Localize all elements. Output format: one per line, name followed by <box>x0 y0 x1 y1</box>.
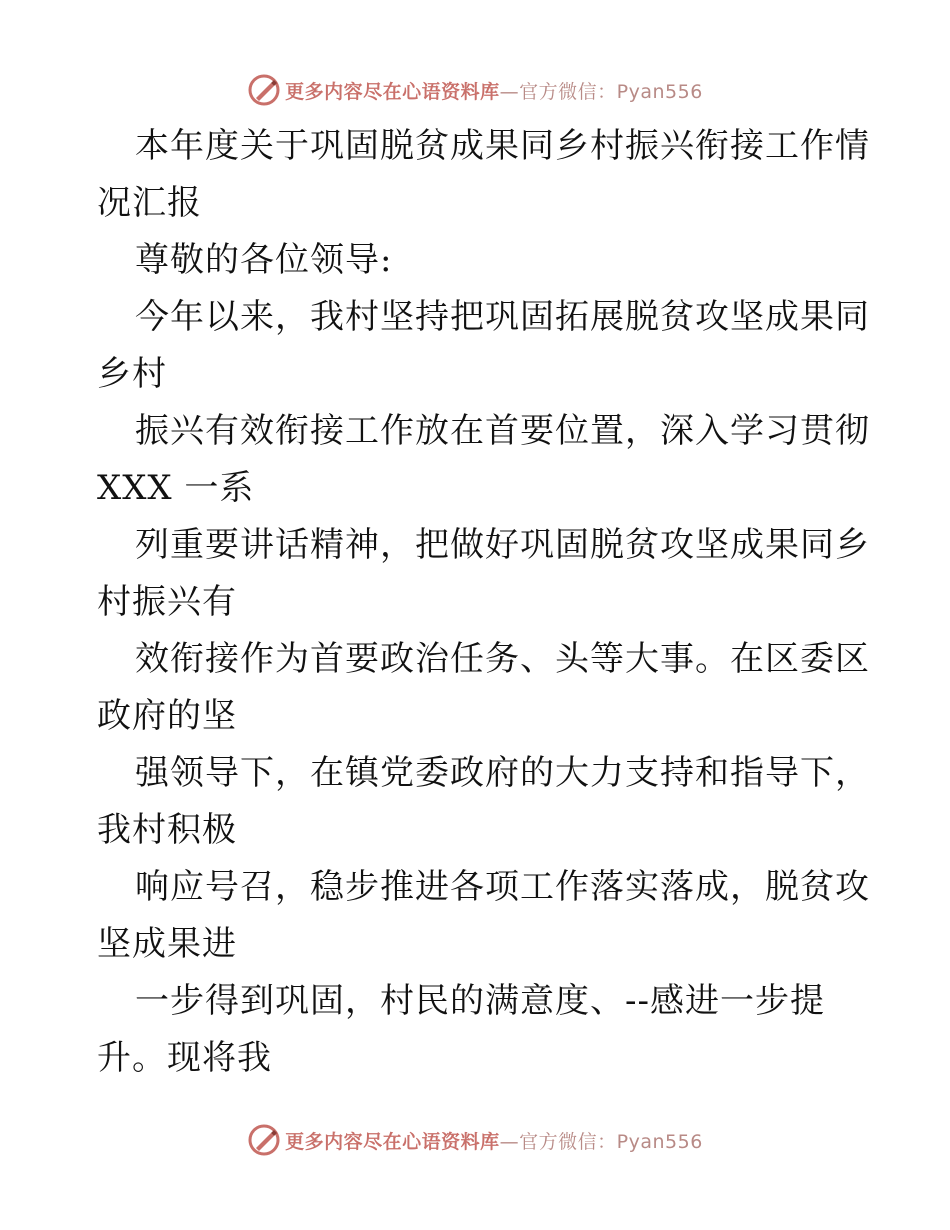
paragraph-continuation: 政府的坚 <box>97 696 237 736</box>
paragraph-line: 强领导下，在镇党委政府的大力支持和指导下， <box>135 753 870 793</box>
paragraph-continuation: 况汇报 <box>97 183 202 223</box>
paragraph-continuation: 坚成果进 <box>97 924 237 964</box>
watermark-text <box>285 1127 703 1154</box>
paragraph-line: 一步得到巩固，村民的满意度、--感进一步提 <box>135 981 825 1021</box>
paragraph-line: 本年度关于巩固脱贫成果同乡村振兴衔接工作情 <box>135 126 870 166</box>
paragraph-continuation: 升。现将我 <box>97 1038 272 1078</box>
paragraph-line: 列重要讲话精神，把做好巩固脱贫攻坚成果同乡 <box>135 525 870 565</box>
paragraph-title <box>97 118 870 232</box>
paragraph-continuation: XXX 一系 <box>97 468 255 508</box>
paragraph-continuation: 我村积极 <box>97 810 237 850</box>
paragraph-line: 尊敬的各位领导: <box>135 240 393 280</box>
watermark-contact: —官方微信：Pyan556 <box>499 1130 703 1153</box>
paragraph <box>97 289 870 403</box>
paragraph-salutation <box>97 232 857 289</box>
paragraph <box>97 973 857 1087</box>
watermark-text <box>285 77 703 104</box>
pen-logo-icon <box>247 1123 281 1157</box>
paragraph-line: 振兴有效衔接工作放在首要位置，深入学习贯彻 <box>135 411 870 451</box>
watermark-brand: 更多内容尽在心语资料库 <box>285 80 500 103</box>
pen-logo-icon <box>247 73 281 107</box>
paragraph <box>97 403 870 517</box>
paragraph <box>97 745 870 859</box>
paragraph <box>97 517 870 631</box>
paragraph-line: 响应号召，稳步推进各项工作落实落成，脱贫攻 <box>135 867 870 907</box>
paragraph-continuation: 村振兴有 <box>97 582 237 622</box>
footer-watermark <box>0 1120 950 1160</box>
paragraph <box>97 631 870 745</box>
paragraph-continuation: 乡村 <box>97 354 167 394</box>
watermark-brand: 更多内容尽在心语资料库 <box>285 1130 500 1153</box>
document-body <box>97 118 870 1087</box>
header-watermark <box>0 70 950 110</box>
paragraph-line: 效衔接作为首要政治任务、头等大事。在区委区 <box>135 639 870 679</box>
paragraph <box>97 859 870 973</box>
paragraph-line: 今年以来，我村坚持把巩固拓展脱贫攻坚成果同 <box>135 297 870 337</box>
watermark-contact: —官方微信：Pyan556 <box>499 80 703 103</box>
